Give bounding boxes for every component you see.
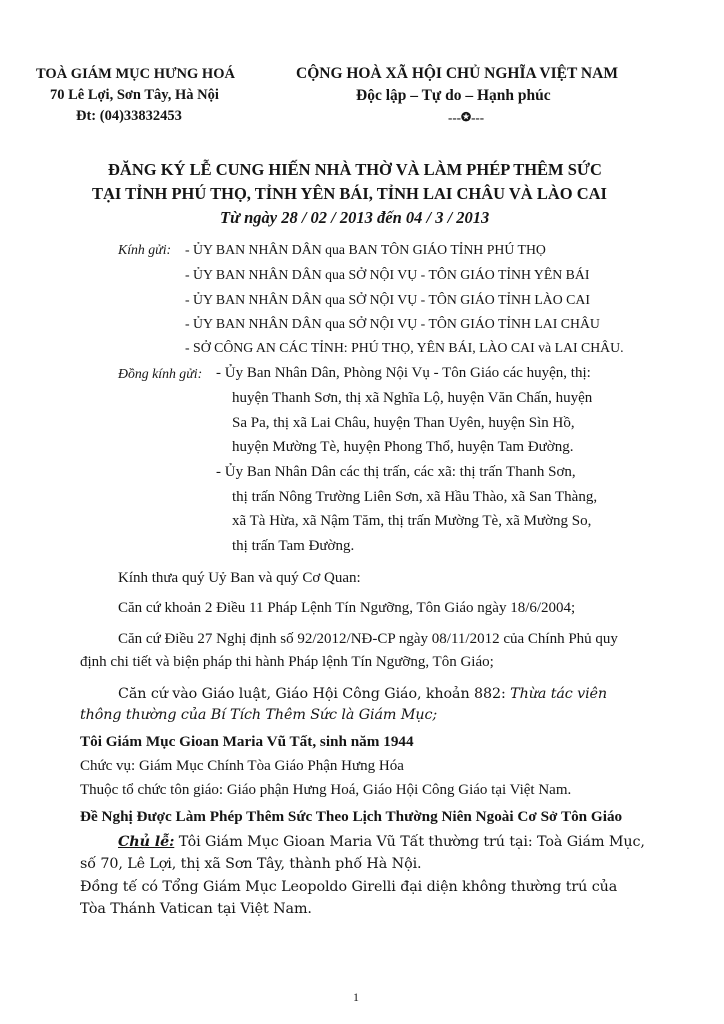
recipient-item: - ỦY BAN NHÂN DÂN qua SỞ NỘI VỤ - TÔN GIÁO TỈNH YÊN BÁI <box>185 267 590 282</box>
cc-group2-line: thị trấn Nông Trường Liên Sơn, xã Hầu Thào, xã San Thàng, <box>232 489 598 505</box>
legal-basis-3-cont: thông thường của Bí Tích Thêm Sức là Giám Mục; <box>80 707 438 723</box>
greeting: Kính thưa quý Uỷ Ban và quý Cơ Quan: <box>118 570 361 586</box>
diocese-name: TOÀ GIÁM MỤC HƯNG HOÁ <box>36 66 235 82</box>
celebrant-label: Chủ lễ: <box>118 834 175 850</box>
cc-group2-line: thị trấn Tam Đường. <box>232 538 355 554</box>
legal-basis-2: Căn cứ Điều 27 Nghị định số 92/2012/NĐ-CP ngày 08/11/2012 của Chính Phủ quy <box>118 631 618 647</box>
recipient-item: - ỦY BAN NHÂN DÂN qua SỞ NỘI VỤ - TÔN GIÁO TỈNH LÀO CAI <box>185 292 590 307</box>
diocese-address: 70 Lê Lợi, Sơn Tây, Hà Nội <box>50 87 219 103</box>
cc-label: Đồng kính gửi: <box>118 366 203 381</box>
concelebrant-line-cont: Tòa Thánh Vatican tại Việt Nam. <box>80 901 312 917</box>
legal-basis-3: Căn cứ vào Giáo luật, Giáo Hội Công Giáo, khoản 882: Thừa tác viên <box>118 686 608 702</box>
country-name: CỘNG HOÀ XÃ HỘI CHỦ NGHĨA VIỆT NAM <box>296 65 618 82</box>
document-date-range: Từ ngày 28 / 02 / 2013 đến 04 / 3 / 2013 <box>220 208 490 227</box>
requester-position: Chức vụ: Giám Mục Chính Tòa Giáo Phận Hưng Hóa <box>80 758 404 774</box>
cc-group2-line: xã Tà Hừa, xã Nậm Tăm, thị trấn Mường Tè, xã Mường So, <box>232 513 592 529</box>
document-title-line2: TẠI TỈNH PHÚ THỌ, TỈNH YÊN BÁI, TỈNH LAI CHÂU VÀ LÀO CAI <box>92 184 607 203</box>
requester-heading: Tôi Giám Mục Gioan Maria Vũ Tất, sinh năm 1944 <box>80 733 414 750</box>
recipient-item: - SỞ CÔNG AN CÁC TỈNH: PHÚ THỌ, YÊN BÁI, LÀO CAI và LAI CHÂU. <box>185 340 624 355</box>
concelebrant-line: Đồng tế có Tổng Giám Mục Leopoldo Girelli đại diện không thường trú của <box>80 879 618 895</box>
national-motto: Độc lập – Tự do – Hạnh phúc <box>356 87 551 104</box>
page-number: 1 <box>353 990 359 1004</box>
recipient-item: - ỦY BAN NHÂN DÂN qua BAN TÔN GIÁO TỈNH PHÚ THỌ <box>185 242 546 257</box>
cc-group2-line: - Ủy Ban Nhân Dân các thị trấn, các xã: thị trấn Thanh Sơn, <box>216 464 576 480</box>
proposal-heading: Đề Nghị Được Làm Phép Thêm Sức Theo Lịch Thường Niên Ngoài Cơ Sở Tôn Giáo <box>80 808 623 825</box>
cc-group1-line: huyện Thanh Sơn, thị xã Nghĩa Lộ, huyện Văn Chấn, huyện <box>232 390 593 406</box>
celebrant-line: Chủ lễ: Tôi Giám Mục Gioan Maria Vũ Tất thường trú tại: Toà Giám Mục, <box>118 834 645 850</box>
diocese-phone: Đt: (04)33832453 <box>76 108 182 124</box>
cc-group1-line: Sa Pa, thị xã Lai Châu, huyện Than Uyên, huyện Sìn Hồ, <box>232 415 575 431</box>
legal-basis-2-cont: định chi tiết và biện pháp thi hành Pháp lệnh Tín Ngưỡng, Tôn Giáo; <box>80 654 494 670</box>
star-icon: ✪ <box>461 110 472 124</box>
recipient-item: - ỦY BAN NHÂN DÂN qua SỞ NỘI VỤ - TÔN GIÁO TỈNH LAI CHÂU <box>185 316 600 331</box>
recipients-label: Kính gửi: <box>118 242 172 257</box>
cc-group1-line: huyện Mường Tè, huyện Phong Thổ, huyện Tam Đường. <box>232 439 574 455</box>
header-ornament: ---✪--- <box>448 110 485 125</box>
requester-affiliation: Thuộc tổ chức tôn giáo: Giáo phận Hưng Hoá, Giáo Hội Công Giáo tại Việt Nam. <box>80 782 572 798</box>
legal-basis-1: Căn cứ khoản 2 Điều 11 Pháp Lệnh Tín Ngưỡng, Tôn Giáo ngày 18/6/2004; <box>118 600 576 616</box>
celebrant-line-cont: số 70, Lê Lợi, thị xã Sơn Tây, thành phố Hà Nội. <box>80 856 422 872</box>
document-title-line1: ĐĂNG KÝ LỄ CUNG HIẾN NHÀ THỜ VÀ LÀM PHÉP THÊM SỨC <box>108 160 602 179</box>
cc-group1-line: - Ủy Ban Nhân Dân, Phòng Nội Vụ - Tôn Giáo các huyện, thị: <box>216 365 591 381</box>
